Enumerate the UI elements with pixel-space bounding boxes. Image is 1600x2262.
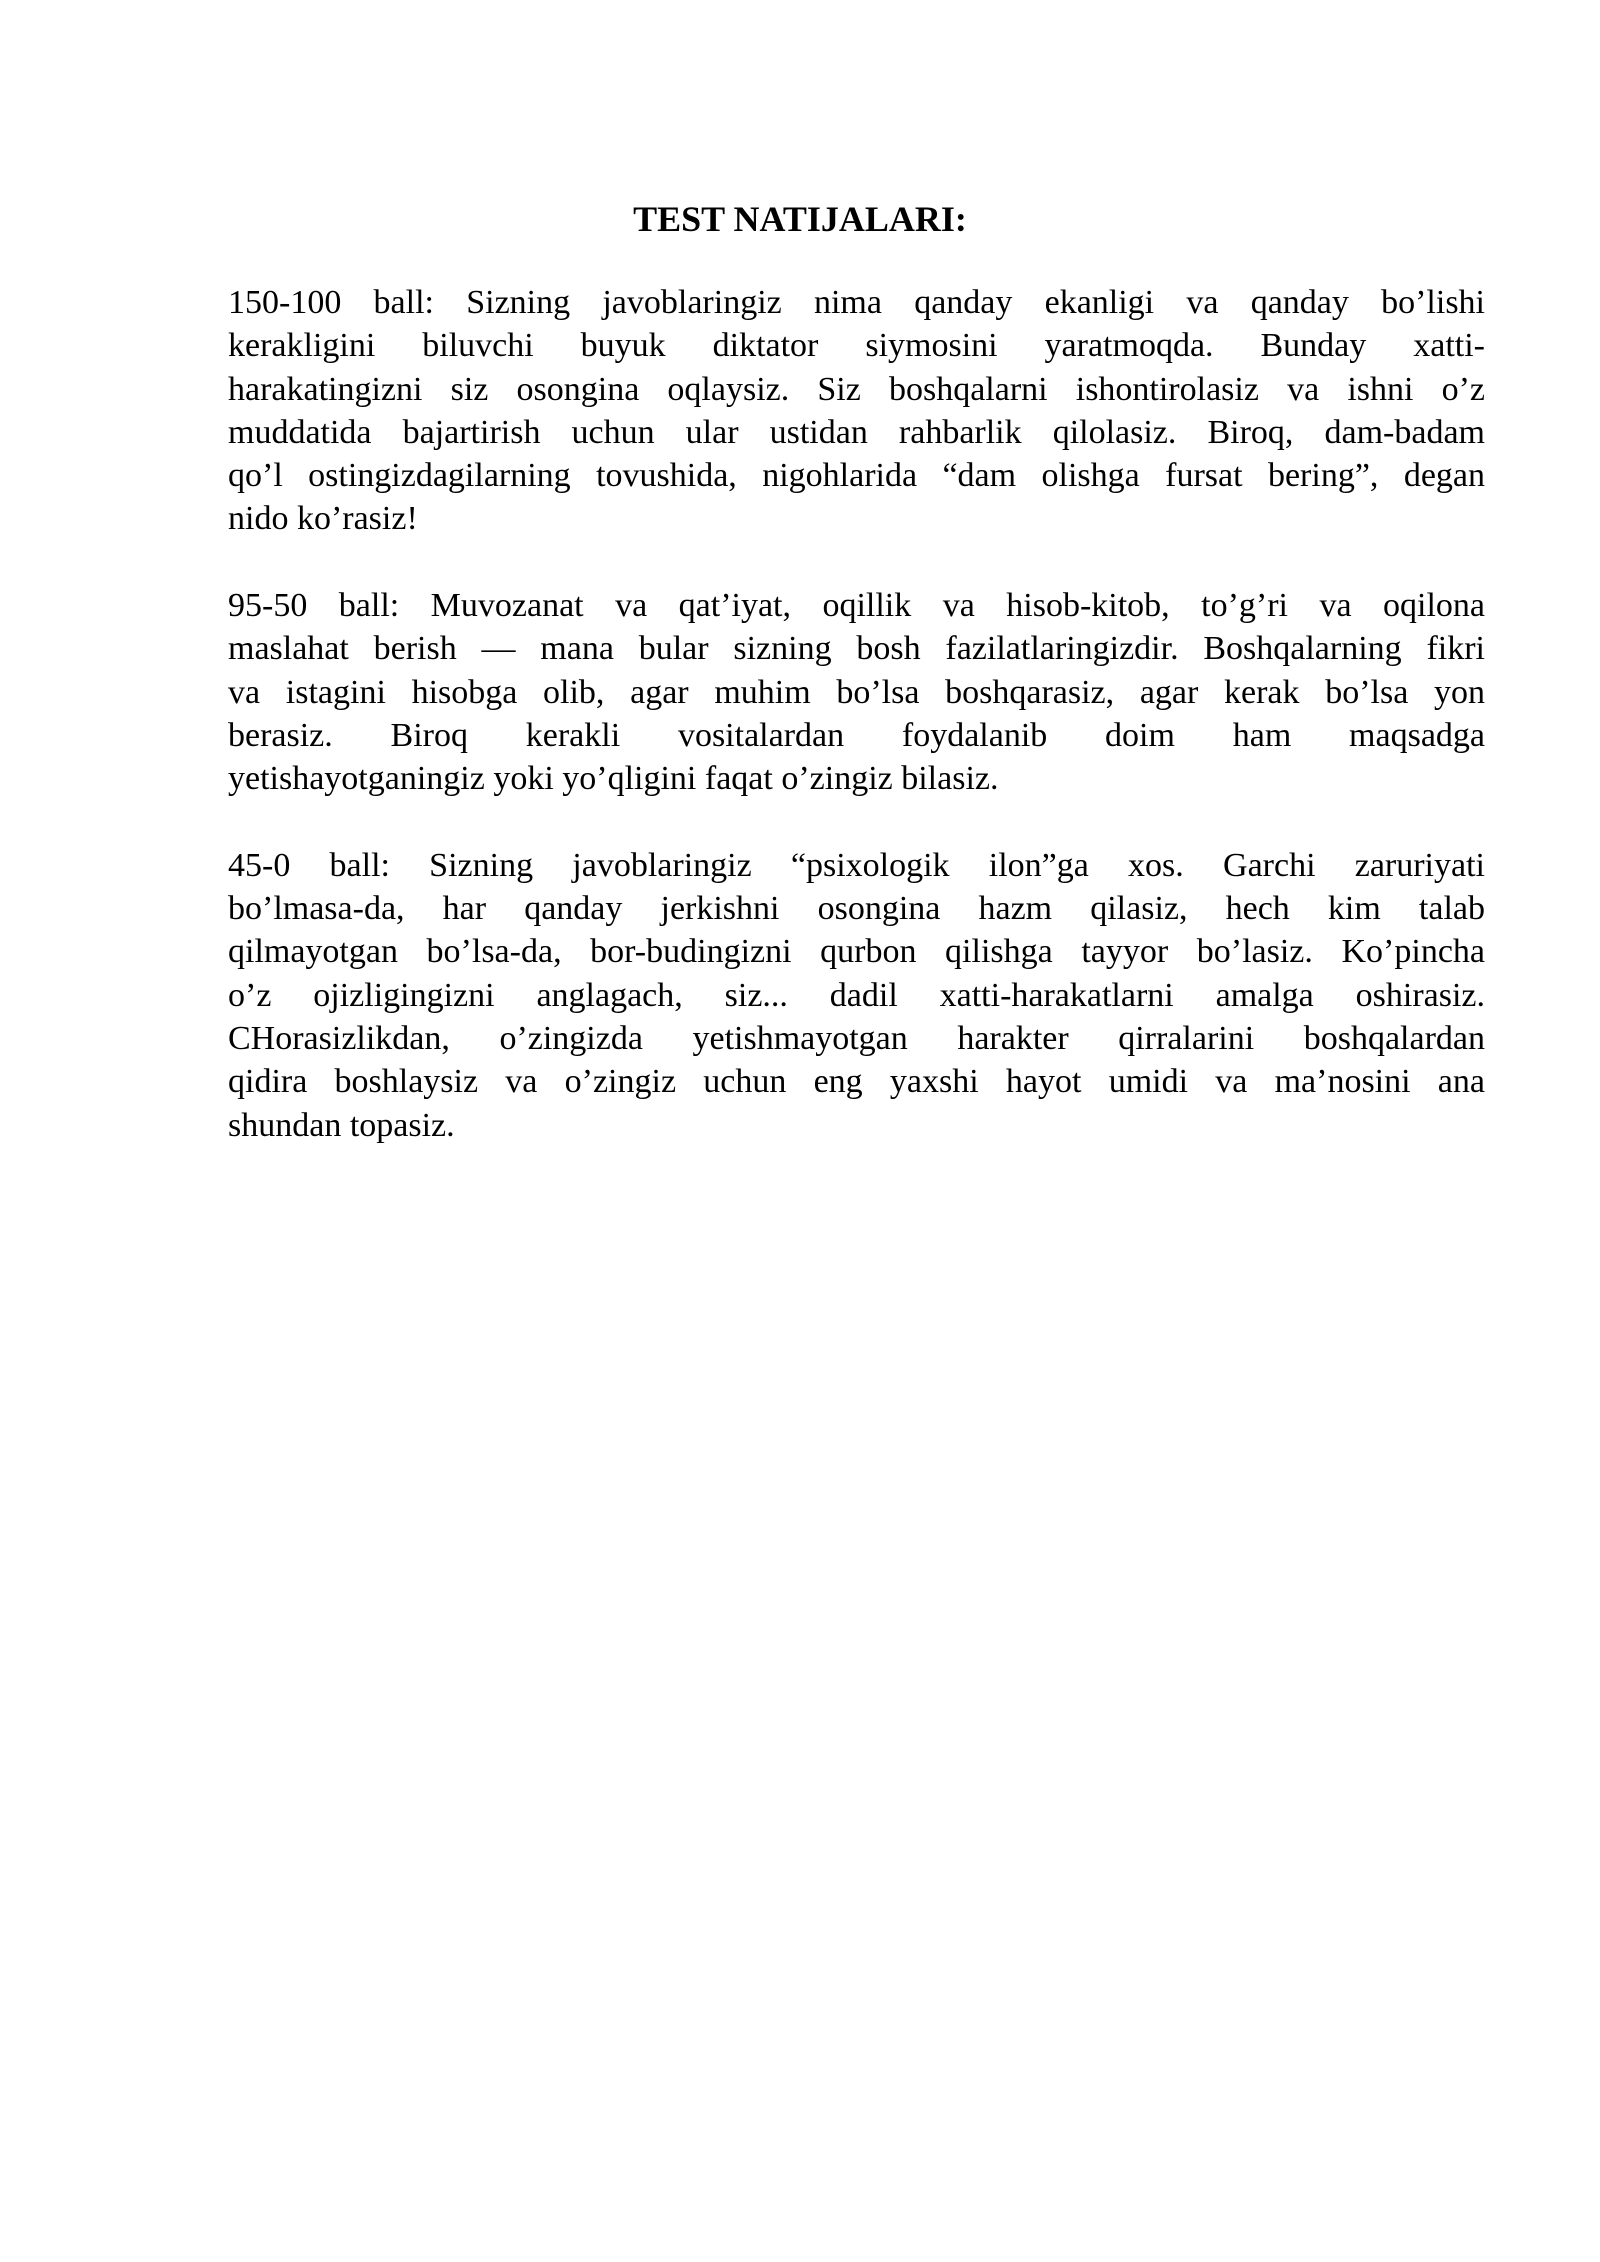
text-line: CHorasizlikdan, o’zingizda yetishmayotgan harakter qirralarini boshqalardan xyxy=(228,1020,1485,1058)
result-paragraph-45-0 xyxy=(228,844,1485,1147)
text-line: berasiz. Biroq kerakli vositalardan foydalanib doim ham maqsadga xyxy=(228,716,1485,754)
text-line: maslahat berish — mana bular sizning bosh fazilatlaringizdir. Boshqalarning fikri xyxy=(228,630,1485,668)
text-line: va istagini hisobga olib, agar muhim bo’lsa boshqarasiz, agar kerak bo’lsa yon xyxy=(228,673,1485,711)
text-line: qilmayotgan bo’lsa-da, bor-budingizni qurbon qilishga tayyor bo’lasiz. Ko’pincha xyxy=(228,933,1485,971)
text-line: harakatingizni siz osongina oqlaysiz. Siz boshqalarni ishontirolasiz va ishni o’z xyxy=(228,370,1485,408)
text-line: qidira boshlaysiz va o’zingiz uchun eng yaxshi hayot umidi va ma’nosini ana xyxy=(228,1063,1485,1101)
text-line: yetishayotganingiz yoki yo’qligini faqat o’zingiz bilasiz. xyxy=(228,760,999,798)
text-line: muddatida bajartirish uchun ular ustidan rahbarlik qilolasiz. Biroq, dam-badam xyxy=(228,413,1485,451)
text-line: 95-50 ball: Muvozanat va qat’iyat, oqillik va hisob-kitob, to’g’ri va oqilona xyxy=(228,587,1485,625)
page-title: TEST NATIJALARI: xyxy=(633,199,967,239)
text-line: 45-0 ball: Sizning javoblaringiz “psixologik ilon”ga xos. Garchi zaruriyati xyxy=(228,846,1485,884)
result-paragraph-150-100 xyxy=(228,281,1485,541)
text-line: kerakligini biluvchi buyuk diktator siymosini yaratmoqda. Bunday xatti- xyxy=(228,327,1485,365)
text-line: shundan topasiz. xyxy=(228,1106,455,1144)
text-line: qo’l ostingizdagilarning tovushida, nigohlarida “dam olishga fursat bering”, degan xyxy=(228,457,1485,495)
text-line: nido ko’rasiz! xyxy=(228,500,418,538)
text-line: 150-100 ball: Sizning javoblaringiz nima qanday ekanligi va qanday bo’lishi xyxy=(228,284,1485,321)
text-line: bo’lmasa-da, har qanday jerkishni osongina hazm qilasiz, hech kim talab xyxy=(228,890,1485,928)
document-body xyxy=(228,281,1485,1190)
result-paragraph-95-50 xyxy=(228,584,1485,800)
text-line: o’z ojizligingizni anglagach, siz... dadil xatti-harakatlarni amalga oshirasiz. xyxy=(228,976,1485,1014)
